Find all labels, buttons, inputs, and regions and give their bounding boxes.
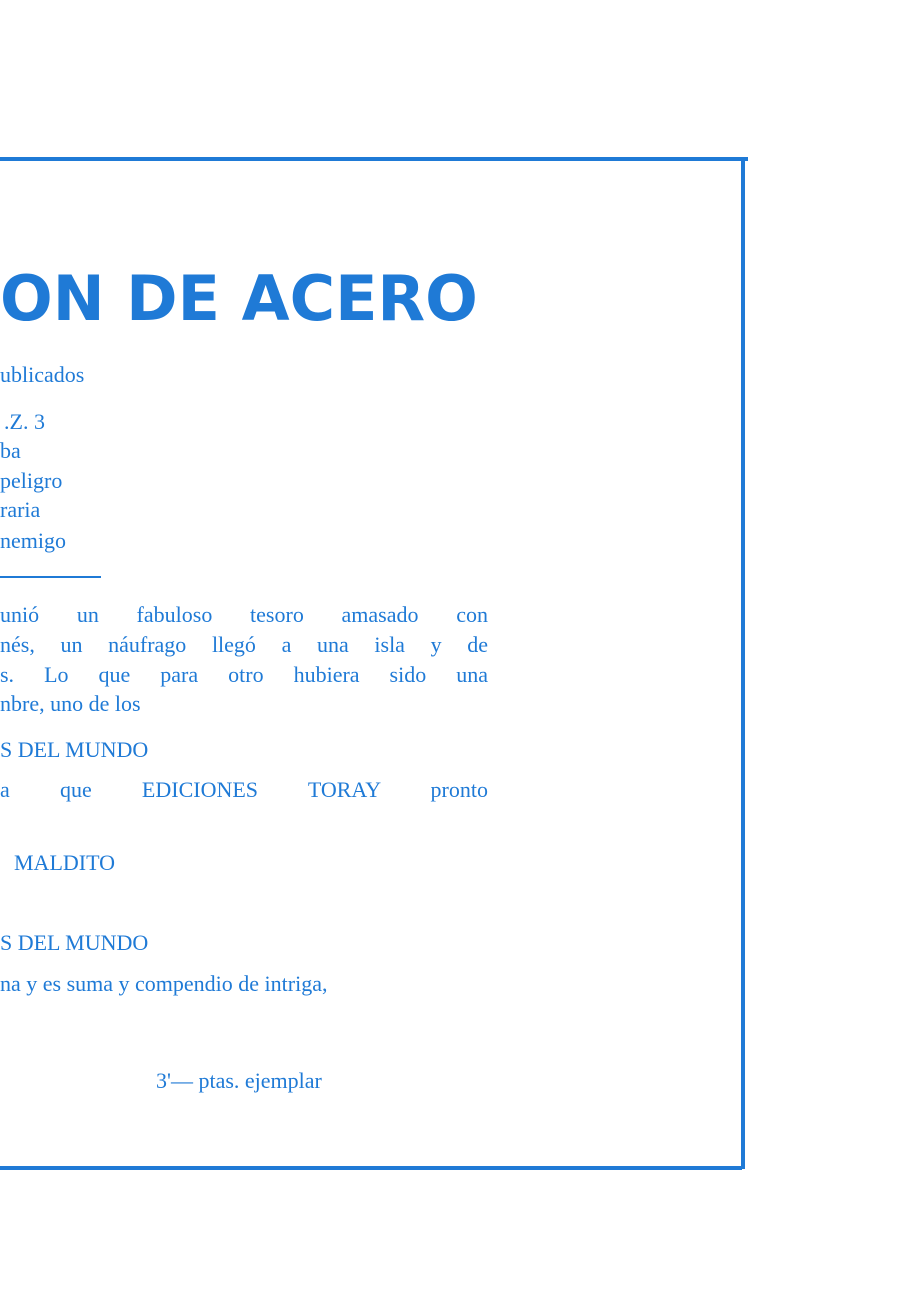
frame-right-border <box>741 157 745 1169</box>
list-item: raria <box>0 497 41 522</box>
series-heading: S DEL MUNDO <box>0 737 149 762</box>
list-item: .Z. 3 <box>4 409 45 434</box>
price-label: 3'— ptas. ejemplar <box>156 1068 322 1093</box>
announcement-line: a que EDICIONES TORAY pronto <box>0 777 488 802</box>
closing-line: na y es suma y compendio de intriga, <box>0 971 328 996</box>
list-item: peligro <box>0 468 63 493</box>
frame-bottom-border <box>0 1166 742 1170</box>
synopsis-line: nés, un náufrago llegó a una isla y de <box>0 632 488 657</box>
list-item: ba <box>0 438 21 463</box>
published-label: ublicados <box>0 362 85 387</box>
list-item: nemigo <box>0 528 66 553</box>
synopsis-line: s. Lo que para otro hubiera sido una <box>0 662 488 687</box>
upcoming-title: MALDITO <box>14 850 116 875</box>
series-heading: S DEL MUNDO <box>0 930 149 955</box>
frame-top-border <box>0 157 748 161</box>
synopsis-line: nbre, uno de los <box>0 691 141 716</box>
synopsis-line: unió un fabuloso tesoro amasado con <box>0 602 488 627</box>
page-title: ON DE ACERO <box>0 262 478 335</box>
section-divider <box>0 576 101 578</box>
